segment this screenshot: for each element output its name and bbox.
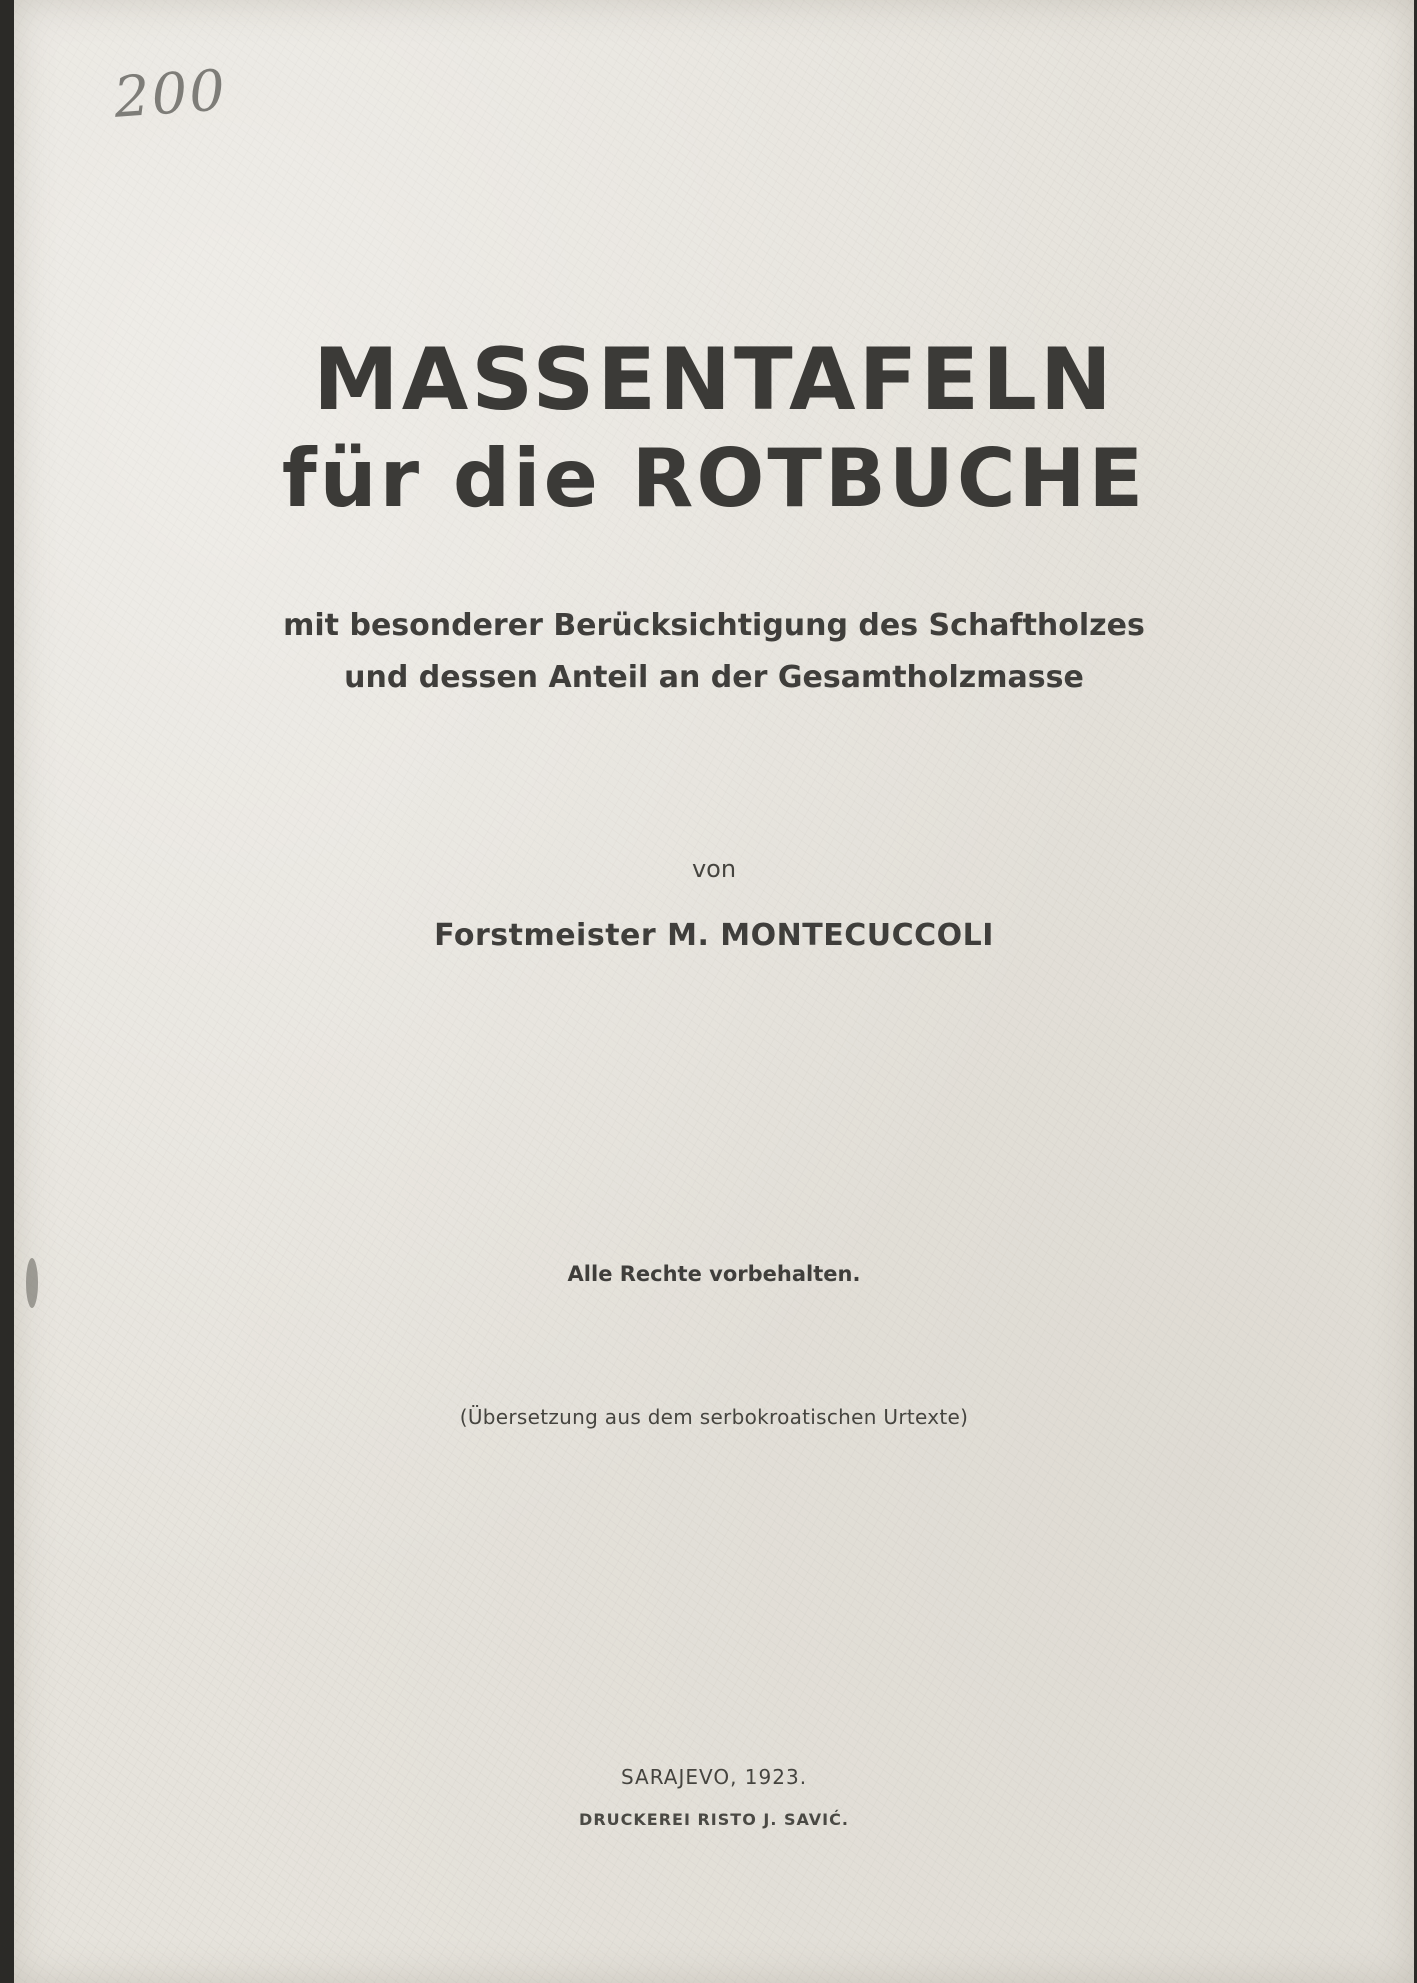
- imprint-printer: DRUCKEREI RISTO J. SAVIĆ.: [579, 1810, 849, 1829]
- subtitle-line-1: mit besonderer Berücksichtigung des Schaftholzes: [283, 608, 1145, 643]
- imprint-place-year: SARAJEVO, 1923.: [620, 1765, 808, 1789]
- paper-stain: [26, 1258, 38, 1308]
- author-name: Forstmeister M. MONTECUCCOLI: [434, 918, 994, 953]
- handwritten-note: 200: [111, 58, 230, 131]
- by-label: von: [691, 855, 737, 883]
- subtitle-line-2: und dessen Anteil an der Gesamtholzmasse: [344, 660, 1084, 695]
- title-line-1: MASSENTAFELN: [313, 330, 1115, 430]
- title-line-2: [14, 432, 1414, 525]
- translation-note: (Übersetzung aus dem serbokroatischen Urtexte): [459, 1405, 969, 1429]
- title-line-2-main: ROTBUCHE: [631, 432, 1147, 525]
- title-page: [14, 0, 1414, 1983]
- title-line-2-prefix: für die: [281, 432, 601, 525]
- rights-notice: Alle Rechte vorbehalten.: [567, 1262, 861, 1286]
